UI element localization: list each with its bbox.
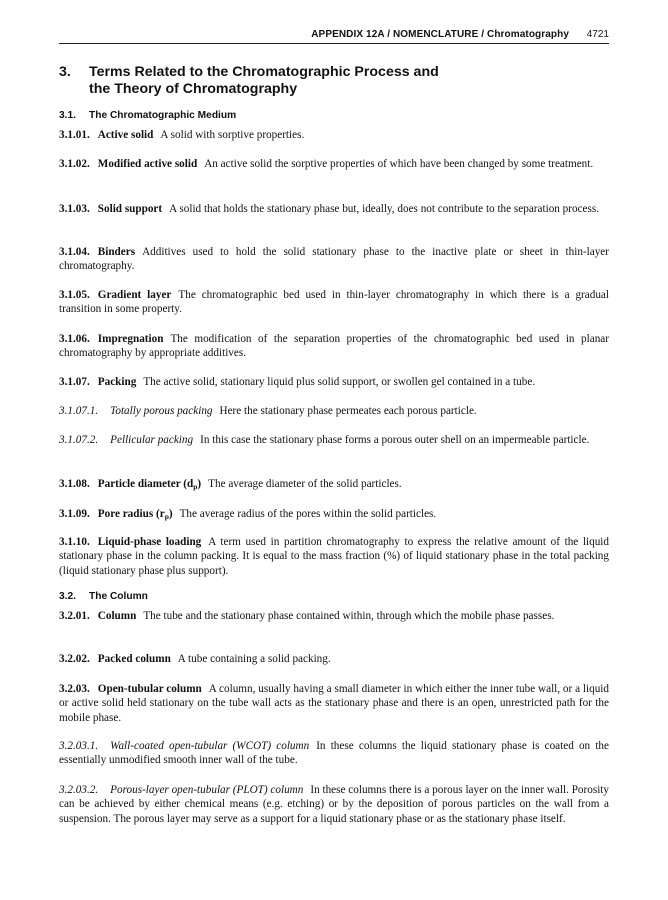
entry-term: Packed column [97, 653, 171, 665]
entry-definition: Additives used to hold the solid stationary phase to the inactive plate or sheet in thin-layer chromatography. [59, 246, 609, 273]
glossary-entry [59, 375, 609, 389]
entry-number: 3.2.03.1. [59, 740, 99, 752]
entry-definition: A solid with sorptive properties. [160, 129, 305, 141]
entry-definition: The active solid, stationary liquid plus solid support, or swollen gel contained in a tube. [143, 376, 536, 388]
glossary-entry [59, 682, 609, 725]
entry-definition: The tube and the stationary phase contained within, through which the mobile phase passes. [143, 610, 555, 622]
entry-term-text: Pore radius (r [97, 508, 165, 520]
entry-term-close: ) [197, 478, 202, 490]
entry-definition: Here the stationary phase permeates each porous particle. [219, 405, 477, 417]
entry-definition: In these columns there is a porous layer on the inner wall. Porosity can be achieved by either chemical means (e.g. etching) or by the deposition of porous particles on the wall from a suspension. The porous layer may serve as a support for a liquid stationary phase or as the stationary phase itself. [59, 784, 610, 825]
subsection-title: The Column [89, 591, 148, 602]
section-number: 3. [59, 64, 71, 80]
entry-number: 3.1.07.2. [59, 434, 99, 446]
entry-definition: A column, usually having a small diameter in which either the inner tube wall, or a liquid or active solid held stationary on the tube wall acts as the stationary phase and there is an open, unrestricted path for the mobile phase. [59, 683, 609, 724]
glossary-entry [59, 433, 609, 447]
entry-definition: The average diameter of the solid particles. [208, 478, 402, 490]
subsection-number: 3.2. [59, 591, 76, 602]
glossary-entry [59, 739, 609, 768]
entry-number: 3.2.03. [59, 683, 90, 695]
entry-term: Liquid-phase loading [97, 536, 202, 548]
subsection-heading [59, 110, 609, 121]
entry-definition: The modification of the separation properties of the chromatographic bed used in planar chromatography by appropriate additives. [59, 333, 609, 360]
glossary-entry [59, 157, 609, 171]
entry-number: 3.1.02. [59, 158, 90, 170]
glossary-entry [59, 609, 609, 623]
entry-term: Modified active solid [97, 158, 198, 170]
entry-definition: A tube containing a solid packing. [177, 653, 331, 665]
page-number: 4721 [586, 29, 609, 40]
entry-number: 3.1.05. [59, 289, 90, 301]
entry-term: Gradient layer [97, 289, 172, 301]
entry-term: Column [97, 610, 137, 622]
entry-number: 3.1.09. [59, 508, 90, 520]
entry-definition: In this case the stationary phase forms a porous outer shell on an impermeable particle. [200, 434, 590, 446]
glossary-entry [59, 652, 609, 666]
glossary-entry [59, 332, 609, 361]
glossary-entry [59, 507, 609, 521]
running-head [59, 26, 609, 42]
entry-term: Wall-coated open-tubular (WCOT) column [110, 740, 310, 752]
entry-number: 3.1.07. [59, 376, 90, 388]
entry-definition: The average radius of the pores within the solid particles. [179, 508, 437, 520]
entry-number: 3.1.06. [59, 333, 90, 345]
glossary-entry [59, 288, 609, 317]
entry-number: 3.2.01. [59, 610, 90, 622]
entry-term-subscript: p [193, 482, 198, 491]
section-title [59, 64, 609, 97]
entry-term: Packing [97, 376, 137, 388]
entry-term: Pellicular packing [110, 434, 194, 446]
glossary-entry [59, 404, 609, 418]
entry-definition: The chromatographic bed used in thin-layer chromatography in which there is a gradual transition in some property. [59, 289, 609, 316]
glossary-entry [59, 128, 609, 142]
entry-number: 3.1.07.1. [59, 405, 99, 417]
entry-term-close: ) [168, 508, 173, 520]
glossary-entry [59, 783, 609, 826]
entry-term-text: Particle diameter (d [97, 478, 194, 490]
entry-definition: A solid that holds the stationary phase but, ideally, does not contribute to the separation process. [169, 203, 600, 215]
entry-definition: A term used in partition chromatography to express the relative amount of the liquid stationary phase in the column packing. It is equal to the mass fraction (%) of liquid stationary phase in the total packing (liquid stationary phase plus support). [59, 536, 609, 577]
entry-term: Open-tubular column [97, 683, 202, 695]
entry-term [98, 478, 201, 490]
entry-term: Totally porous packing [110, 405, 213, 417]
glossary-entry [59, 535, 609, 578]
entry-number: 3.2.03.2. [59, 784, 99, 796]
entry-number: 3.1.03. [59, 203, 90, 215]
glossary-entry [59, 202, 609, 216]
entry-number: 3.2.02. [59, 653, 90, 665]
glossary-entry [59, 245, 609, 274]
entry-number: 3.1.01. [59, 129, 90, 141]
entry-term: Porous-layer open-tubular (PLOT) column [110, 784, 304, 796]
entry-term: Solid support [97, 203, 163, 215]
entry-term: Active solid [97, 129, 154, 141]
entry-term-subscript: p [164, 512, 169, 521]
entry-number: 3.1.04. [59, 246, 90, 258]
entry-definition: An active solid the sorptive properties of which have been changed by some treatment. [204, 158, 594, 170]
entry-term: Binders [97, 246, 136, 258]
entry-number: 3.1.10. [59, 536, 90, 548]
subsection-title: The Chromatographic Medium [89, 110, 237, 121]
entry-term: Impregnation [97, 333, 164, 345]
header-rule [59, 43, 609, 44]
entry-definition: In these columns the liquid stationary phase is coated on the essentially unmodified smooth inner wall of the tube. [59, 740, 609, 767]
section-title-line1: Terms Related to the Chromatographic Process and [89, 64, 439, 80]
entry-number: 3.1.08. [59, 478, 90, 490]
section-title-line2: the Theory of Chromatography [89, 80, 298, 97]
subsection-number: 3.1. [59, 110, 76, 121]
glossary-entry [59, 477, 609, 491]
running-head-title: APPENDIX 12A / NOMENCLATURE / Chromatography [311, 29, 569, 40]
entry-term [98, 508, 173, 520]
subsection-heading [59, 591, 609, 602]
